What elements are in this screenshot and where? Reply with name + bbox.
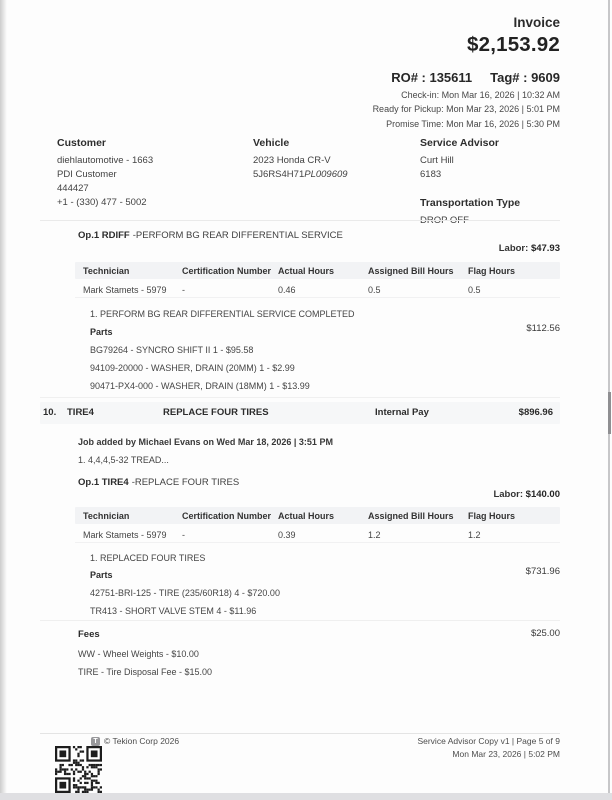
job-number: 10. [43, 407, 57, 418]
invoice-header [373, 15, 560, 129]
op-code: Op.1 RDIFF [78, 230, 130, 241]
part-line: BG79264 - SYNCRO SHIFT II 1 - $95.58 [90, 345, 254, 355]
section-divider [40, 220, 560, 221]
qr-code [55, 746, 102, 793]
labor-total-rdiff: Labor: $47.93 [498, 243, 560, 254]
col-certification-number: Certification Number [182, 266, 272, 276]
promise-time-line: Promise Time: Mon Mar 16, 2026 | 5:30 PM [386, 118, 560, 129]
cell-certification-number: - [182, 285, 185, 295]
col-certification-number: Certification Number [182, 511, 272, 521]
cell-flag-hours: 1.2 [468, 530, 481, 540]
tekion-logo-icon: T [91, 737, 100, 746]
cell-flag-hours: 0.5 [468, 285, 481, 295]
job-total: $896.96 [518, 407, 553, 418]
parts-total-tire4: $731.96 [525, 566, 560, 577]
vehicle-vin: 5J6RS4H71PL009609 [253, 169, 348, 180]
scan-edge-artifact [608, 392, 611, 434]
col-technician: Technician [83, 511, 130, 521]
col-assigned-bill-hours: Assigned Bill Hours [368, 266, 454, 276]
col-actual-hours: Actual Hours [278, 266, 335, 276]
op-code: Op.1 TIRE4 [78, 477, 129, 488]
footer-page-info [417, 735, 560, 761]
labor-table-tire4 [75, 507, 560, 543]
op-description: -PERFORM BG REAR DIFFERENTIAL SERVICE [132, 230, 343, 241]
tread-note: 1. 4,4,4,5-32 TREAD... [78, 455, 169, 465]
footer-copyright: © Tekion Corp 2026 [104, 736, 180, 746]
checkin-line: Check-in: Mon Mar 16, 2026 | 10:32 AM [401, 89, 560, 100]
table-row [75, 279, 560, 298]
fees-label: Fees [78, 629, 100, 640]
cell-technician: Mark Stamets - 5979 [83, 285, 167, 295]
col-flag-hours: Flag Hours [468, 266, 516, 276]
op-description: -REPLACE FOUR TIRES [131, 477, 240, 488]
job-added-note: Job added by Michael Evans on Wed Mar 18, 2026 | 3:51 PM [78, 437, 333, 447]
customer-number: 444427 [57, 183, 89, 194]
cell-actual-hours: 0.46 [278, 285, 296, 295]
col-actual-hours: Actual Hours [278, 511, 335, 521]
section-divider [40, 397, 560, 398]
footer-divider [40, 733, 560, 734]
table-row [75, 524, 560, 543]
scan-edge-left [0, 0, 7, 800]
cell-actual-hours: 0.39 [278, 530, 296, 540]
op-line-rdiff [78, 230, 343, 241]
transportation-value [420, 214, 570, 228]
customer-phone: +1 - (330) 477 - 5002 [57, 197, 147, 208]
col-flag-hours: Flag Hours [468, 511, 516, 521]
job-header-tire4 [40, 402, 560, 424]
footer-copy-version: Service Advisor Copy v1 | Page 5 of 9 [417, 736, 560, 746]
fee-line: TIRE - Tire Disposal Fee - $15.00 [78, 667, 213, 677]
labor-total-tire4: Labor: $140.00 [493, 489, 560, 500]
customer-name: diehlautomotive - 1663 [57, 155, 154, 166]
scan-edge-bottom [0, 793, 612, 800]
ro-number: RO# : 135611 [391, 70, 473, 85]
fees-total: $25.00 [530, 628, 560, 639]
section-divider [40, 620, 560, 621]
parts-label: Parts [90, 570, 113, 580]
parts-total-rdiff: $112.56 [526, 323, 560, 334]
labor-table-rdiff [75, 262, 560, 298]
vehicle-heading: Vehicle [253, 137, 290, 149]
footer-printed-at: Mon Mar 23, 2026 | 5:02 PM [452, 749, 560, 759]
part-line: 94109-20000 - WASHER, DRAIN (20MM) 1 - $2.99 [90, 363, 295, 373]
cell-technician: Mark Stamets - 5979 [83, 530, 167, 540]
tag-number: Tag# : 9609 [490, 70, 560, 85]
job-code: TIRE4 [67, 407, 94, 418]
customer-block [57, 136, 242, 210]
fee-line: WW - Wheel Weights - $10.00 [78, 649, 199, 659]
work-completed-line: 1. PERFORM BG REAR DIFFERENTIAL SERVICE COMPLETED [90, 309, 355, 319]
transportation-heading: Transportation Type [420, 197, 521, 209]
table-header-row [75, 507, 560, 524]
service-advisor-id: 6183 [420, 169, 442, 180]
customer-heading: Customer [57, 137, 107, 149]
col-assigned-bill-hours: Assigned Bill Hours [368, 511, 454, 521]
job-title: REPLACE FOUR TIRES [163, 407, 269, 418]
work-completed-line: 1. REPLACED FOUR TIRES [90, 553, 206, 563]
col-technician: Technician [83, 266, 130, 276]
op-line-tire4 [78, 477, 239, 488]
ready-for-pickup-line: Ready for Pickup: Mon Mar 23, 2026 | 5:01 PM [372, 104, 560, 114]
invoice-amount: $2,153.92 [467, 33, 560, 56]
part-line: 90471-PX4-000 - WASHER, DRAIN (18MM) 1 - $13.99 [90, 381, 310, 391]
service-advisor-block [420, 136, 570, 228]
part-line: 42751-BRI-125 - TIRE (235/60R18) 4 - $720.00 [90, 588, 280, 598]
vehicle-model: 2023 Honda CR-V [253, 155, 331, 166]
cell-assigned-bill-hours: 0.5 [368, 285, 381, 295]
cell-certification-number: - [182, 530, 185, 540]
vehicle-block [253, 136, 413, 182]
table-header-row [75, 262, 560, 279]
part-line: TR413 - SHORT VALVE STEM 4 - $11.96 [90, 606, 257, 616]
service-advisor-heading: Service Advisor [420, 137, 499, 149]
invoice-title: Invoice [513, 15, 560, 30]
customer-type: PDI Customer [57, 169, 117, 180]
service-advisor-name: Curt Hill [420, 155, 454, 166]
ro-tag-line [373, 70, 560, 85]
job-pay-type: Internal Pay [375, 407, 429, 418]
cell-assigned-bill-hours: 1.2 [368, 530, 381, 540]
parts-label: Parts [90, 327, 113, 337]
